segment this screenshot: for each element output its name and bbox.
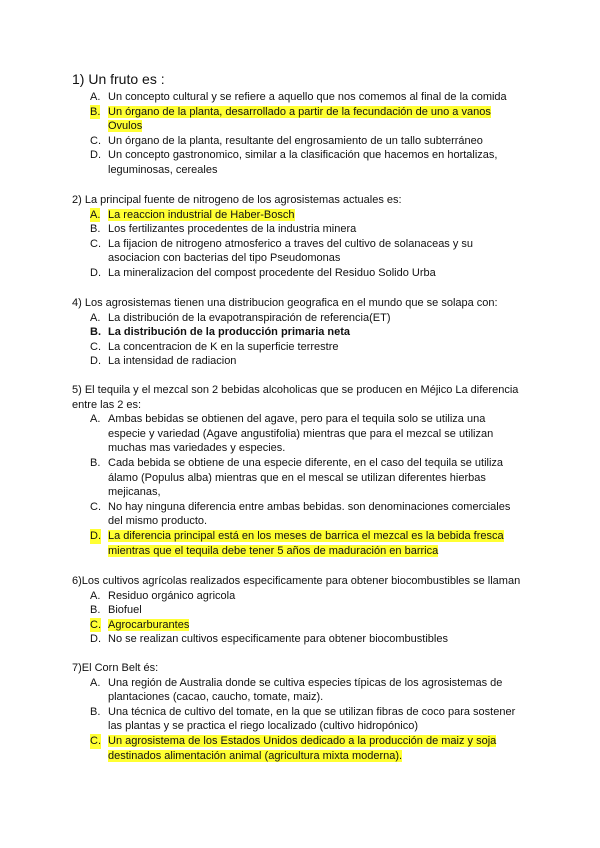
question-6	[72, 574, 542, 647]
option-c: C. No hay ninguna diferencia entre ambas bebidas. son denominaciones comerciales del mismo producto.	[90, 500, 511, 528]
option-a: A. La distribución de la evapotranspiración de referencia(ET)	[90, 311, 391, 324]
question-7	[72, 661, 542, 763]
option-b: B. Biofuel	[90, 604, 142, 617]
option-a: A. Un concepto cultural y se refiere a aquello que nos comemos al final de la comida	[90, 91, 507, 103]
option-d: D. No se realizan cultivos especificamente para obtener biocombustibles	[90, 633, 448, 646]
question-text: 2) La principal fuente de nitrogeno de los agrosistemas actuales es:	[72, 194, 402, 206]
option-b: B. Una técnica de cultivo del tomate, en la que se utilizan fibras de coco para sostener las plantas y se practica el riego localizado (cultivo hidropónico)	[90, 705, 516, 733]
question-2	[72, 193, 542, 281]
question-1-options	[72, 90, 542, 178]
option-c-correct: C. Un agrosistema de los Estados Unidos dedicado a la producción de maiz y soja destinados alimentación animal (agricultura mixta moderna).	[90, 734, 497, 762]
question-5	[72, 383, 542, 558]
question-1	[72, 72, 542, 87]
option-d: D. La mineralizacion del compost procedente del Residuo Solido Urba	[90, 266, 436, 279]
option-d: D. Un concepto gastronomico, similar a la clasificación que hacemos en hortalizas, leguminosas, cereales	[90, 149, 498, 176]
option-b: B. Cada bebida se obtiene de una especie diferente, en el caso del tequila se utiliza álamo (Populus alba) mientras que en el mescal se utilizan diferentes hierbas mejicanas,	[90, 456, 504, 499]
question-text: 6)Los cultivos agrícolas realizados especificamente para obtener biocombustibles se llaman	[72, 575, 521, 587]
option-a-correct: A. La reaccion industrial de Haber-Bosch	[90, 208, 295, 221]
question-text: 4) Los agrosistemas tienen una distribucion geografica en el mundo que se solapa con:	[72, 297, 498, 309]
question-text: 1) Un fruto es :	[72, 71, 165, 87]
option-d-correct: D. La diferencia principal está en los meses de barrica el mezcal es la bebida fresca mientras que el tequila debe tener 5 años de maduración en barrica	[90, 529, 504, 557]
option-d: D. La intensidad de radiacion	[90, 355, 237, 368]
option-a: A. Residuo orgánico agricola	[90, 589, 236, 602]
question-text: 7)El Corn Belt és:	[72, 662, 159, 674]
option-b-correct: B. Un órgano de la planta, desarrollado a partir de la fecundación de uno a vanos Ovulos	[90, 105, 491, 133]
option-b: B. Los fertilizantes procedentes de la industria minera	[90, 223, 357, 236]
option-a: A. Una región de Australia donde se cultiva especies típicas de los agrosistemas de plantaciones (cacao, caucho, tomate, maiz).	[90, 676, 503, 704]
question-4	[72, 296, 542, 369]
option-c-correct: C. Agrocarburantes	[90, 618, 190, 631]
option-a: A. Ambas bebidas se obtienen del agave, pero para el tequila solo se utiliza una especie y variedad (Agave angustifolia) mientras que para el mezcal se utilizan muchas mas variedades y especies.	[90, 413, 494, 455]
question-text: 5) El tequila y el mezcal son 2 bebidas alcoholicas que se producen en Méjico La diferencia	[72, 384, 519, 396]
option-c: C. La concentracion de K en la superficie terrestre	[90, 340, 339, 353]
option-c: C. La fijacion de nitrogeno atmosferico a traves del cultivo de solanaceas y su asociacion con bacterias del tipo Pseudomonas	[90, 237, 474, 265]
question-text-line2: entre las 2 es:	[72, 398, 142, 411]
option-b-correct: B. La distribución de la producción primaria neta	[90, 326, 351, 339]
option-c: C. Un órgano de la planta, resultante del engrosamiento de un tallo subterráneo	[90, 134, 483, 147]
